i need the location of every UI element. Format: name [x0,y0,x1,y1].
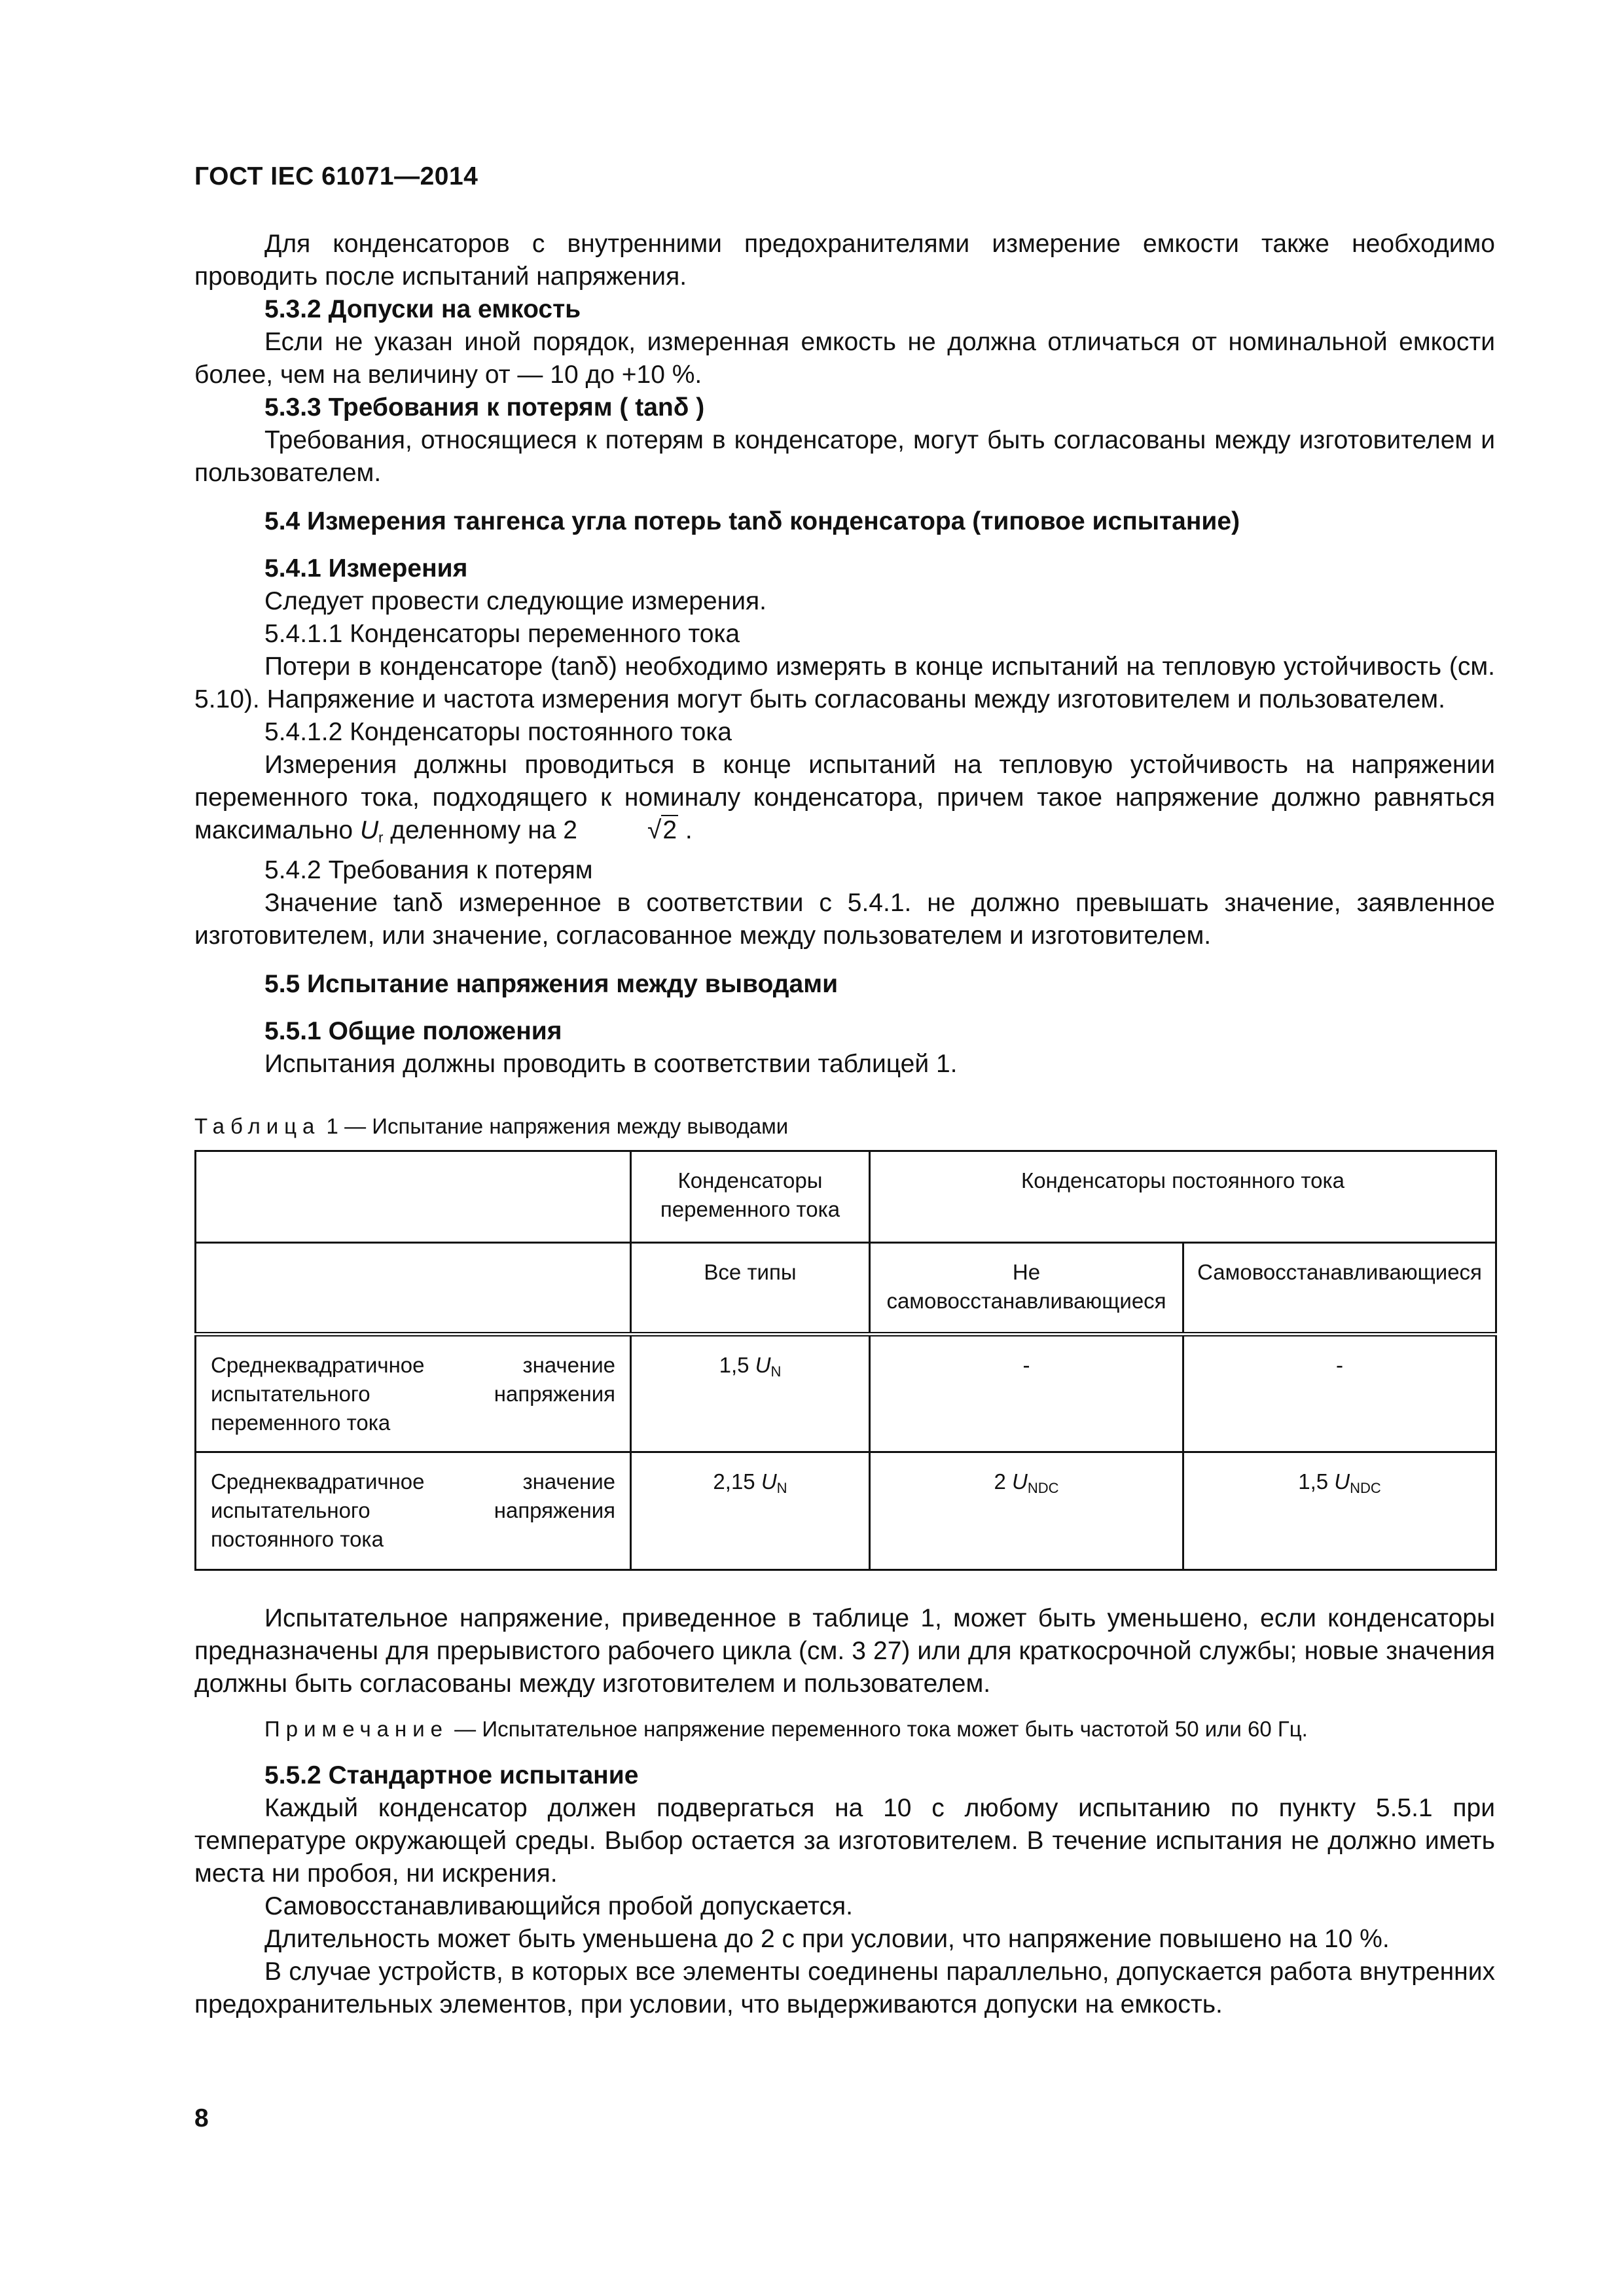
paragraph: Для конденсаторов с внутренними предохранителями измерение емкости также необходимо проводить после испытаний напряжения. [194,230,1495,291]
table-cell [631,1335,870,1452]
paragraph: Значение tanδ измеренное в соответствии с 5.4.1. не должно превышать значение, заявленное изготовителем, или значение, согласованное между пользователем и изготовителем. [194,889,1495,950]
paragraph: 5.4.2 Требования к потерям [264,856,593,884]
sqrt-radicand: 2 [662,816,677,844]
table-header-dc: Конденсаторы постоянного тока [870,1151,1496,1243]
cell-subscript: N [770,1363,782,1380]
table-cell [1183,1452,1496,1570]
cell-variable: U [761,1469,777,1494]
section-heading-5-3-3: 5.3.3 Требования к потерям ( tanδ ) [264,393,705,422]
document-body [194,228,1495,2021]
cell-variable: U [1334,1469,1350,1494]
table-caption-word: Таблица [194,1114,321,1138]
sqrt-symbol: √2 [647,816,677,844]
page-number: 8 [194,2104,209,2132]
paragraph: Если не указан иной порядок, измеренная емкость не должна отличаться от номинальной емкости более, чем на величину от — 10 до +10 %. [194,328,1495,389]
paragraph-text: Измерения должны проводиться в конце испытаний на тепловую устойчивость на напряжении переменного тока, подходящего к номиналу конденсатора, причем такое напряжение должно равняться максимально [194,751,1495,844]
paragraph: 5.4.1.1 Конденсаторы переменного тока [264,620,740,648]
paragraph: Потери в конденсаторе (tanδ) необходимо измерять в конце испытаний на тепловую устойчивость (см. 5.10). Напряжение и частота измерения могут быть согласованы между изготовителем и пользователем. [194,653,1495,713]
row-label-text: переменного тока [211,1410,391,1435]
formula-subscript: r [378,829,384,846]
paragraph-text: . [678,816,693,844]
table-cell: - [1183,1335,1496,1452]
note [194,1715,1495,1744]
cell-subscript: NDC [1350,1480,1381,1496]
section-heading-5-5-2: 5.5.2 Стандартное испытание [264,1761,639,1789]
paragraph: Длительность может быть уменьшена до 2 с при условии, что напряжение повышено на 10 %. [264,1925,1390,1953]
row-label-text: Среднеквадратичное значение испытательного напряжения [211,1469,615,1522]
paragraph: Испытательное напряжение, приведенное в таблице 1, может быть уменьшено, если конденсаторы предназначены для прерывистого рабочего цикла (см. 3 27) или для краткосрочной службы; новые значения должны быть согласованы между изготовителем и пользователем. [194,1604,1495,1698]
table-caption [194,1112,1495,1141]
table-row-label [196,1335,631,1452]
cell-variable: U [1012,1469,1028,1494]
cell-number: 2 [994,1469,1012,1494]
section-heading-5-4-1: 5.4.1 Измерения [264,554,468,583]
table-subheader-all-types: Все типы [631,1243,870,1335]
table-subheader-non-self-healing: Не самовосстанавливающиеся [870,1243,1183,1335]
paragraph: Каждый конденсатор должен подвергаться на 10 с любому испытанию по пункту 5.5.1 при температуре окружающей среды. Выбор остается за изготовителем. В течение испытания не должно иметь места ни пробоя, ни искрения. [194,1794,1495,1888]
table-subheader-empty [196,1243,631,1335]
section-heading-5-3-2: 5.3.2 Допуски на емкость [264,295,581,323]
paragraph: В случае устройств, в которых все элементы соединены параллельно, допускается работа внутренних предохранительных элементов, при условии, что выдерживаются допуски на емкость. [194,1958,1495,2018]
paragraph-with-formula [194,749,1495,854]
cell-subscript: N [776,1480,787,1496]
row-label-text: Среднеквадратичное значение испытательного напряжения [211,1353,615,1406]
paragraph: 5.4.1.2 Конденсаторы постоянного тока [264,718,732,746]
section-heading-5-5: 5.5 Испытание напряжения между выводами [264,970,839,998]
note-word: Примечание [264,1717,449,1741]
table-row [196,1452,1496,1570]
test-voltage-table [194,1150,1497,1571]
table-header-row [196,1151,1496,1243]
cell-variable: U [755,1353,771,1377]
paragraph-text: деленному на 2 [383,816,577,844]
paragraph: Самовосстанавливающийся пробой допускается. [264,1892,853,1920]
paragraph: Требования, относящиеся к потерям в конденсаторе, могут быть согласованы между изготовителем и пользователем. [194,426,1495,487]
section-heading-5-4: 5.4 Измерения тангенса угла потерь tanδ конденсатора (типовое испытание) [264,507,1240,535]
table-caption-text: 1 — Испытание напряжения между выводами [320,1114,789,1138]
cell-number: 2,15 [713,1469,761,1494]
table-cell: - [870,1335,1183,1452]
table-subheader-self-healing: Самовосстанавливающиеся [1183,1243,1496,1335]
cell-number: 1,5 [719,1353,755,1377]
table-cell [631,1452,870,1570]
section-heading-5-5-1: 5.5.1 Общие положения [264,1017,562,1045]
cell-number: 1,5 [1298,1469,1335,1494]
table-header-empty [196,1151,631,1243]
row-label-text: постоянного тока [211,1527,384,1551]
paragraph: Испытания должны проводить в соответствии таблицей 1. [264,1050,958,1078]
table-cell [870,1452,1183,1570]
document-header: ГОСТ IEC 61071—2014 [194,162,478,190]
table-header-ac: Конденсаторы переменного тока [631,1151,870,1243]
cell-subscript: NDC [1027,1480,1059,1496]
note-text: — Испытательное напряжение переменного тока может быть частотой 50 или 60 Гц. [448,1717,1308,1741]
formula-variable: U [359,816,379,844]
table-row-label [196,1452,631,1570]
paragraph: Следует провести следующие измерения. [264,587,767,615]
table-row [196,1335,1496,1452]
table-subheader-row [196,1243,1496,1335]
